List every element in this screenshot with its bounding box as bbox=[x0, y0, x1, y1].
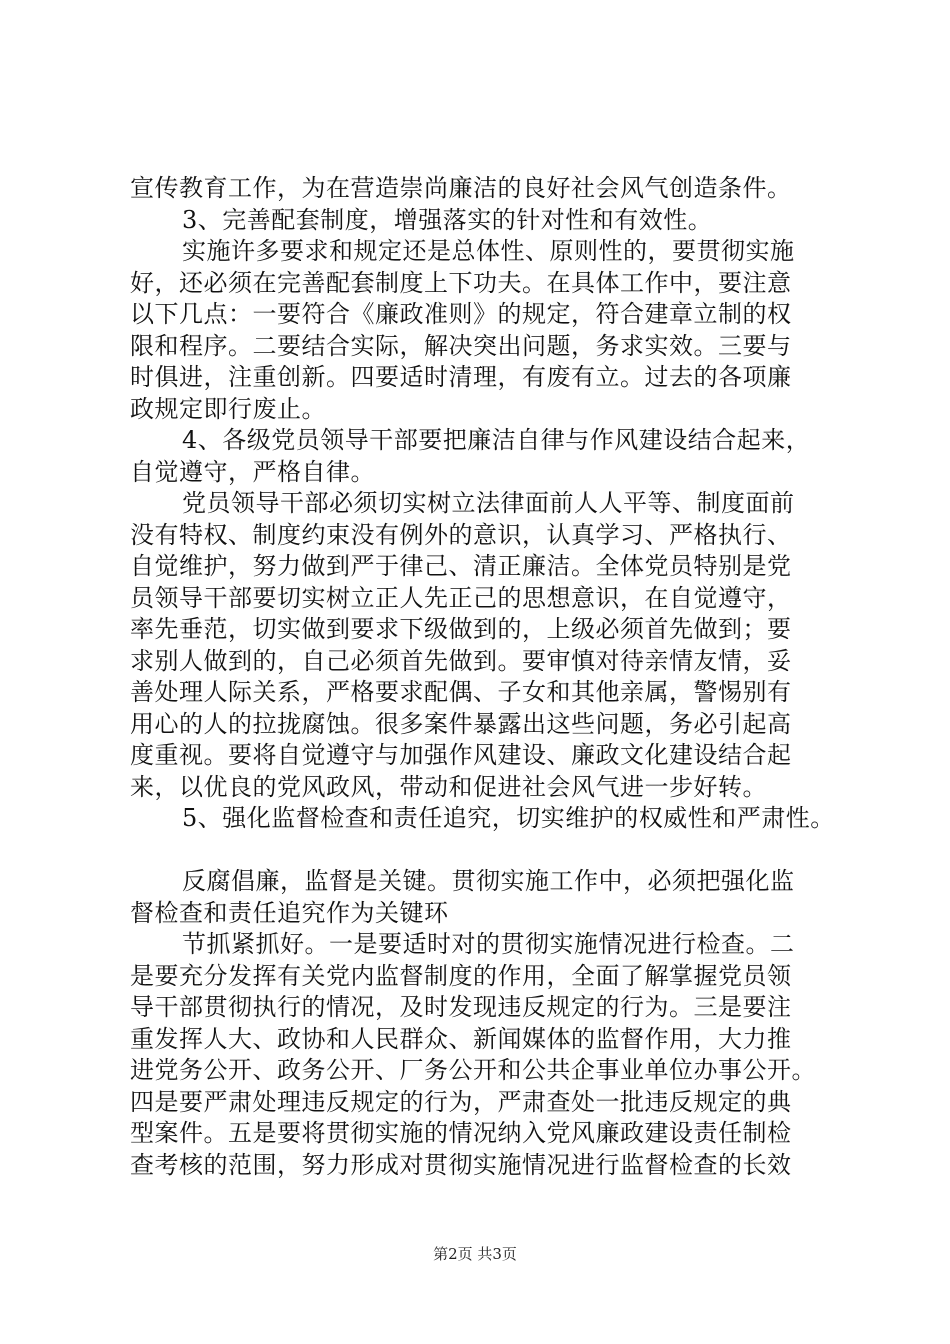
text-line: 自觉遵守，严格自律。 bbox=[130, 457, 375, 486]
text-line: 以下几点：一要符合《廉政准则》的规定，符合建章立制的权 bbox=[130, 300, 792, 328]
text-line: 善处理人际关系，严格要求配偶、子女和其他亲属，警惕别有 bbox=[130, 678, 792, 706]
text-line: 党员领导干部必须切实树立法律面前人人平等、制度面前 bbox=[182, 489, 795, 517]
text-line: 没有特权、制度约束没有例外的意识，认真学习、严格执行、 bbox=[130, 520, 792, 549]
text-line: 限和程序。二要结合实际，解决突出问题，务求实效。三要与 bbox=[130, 331, 792, 360]
text-line: 自觉维护，努力做到严于律己、清正廉洁。全体党员特别是党 bbox=[130, 552, 792, 580]
text-line: 政规定即行废止。 bbox=[130, 394, 326, 423]
text-line: 节抓紧抓好。一是要适时对的贯彻实施情况进行检查。二 bbox=[182, 930, 795, 958]
text-line: 宣传教育工作，为在营造崇尚廉洁的良好社会风气创造条件。 bbox=[130, 174, 792, 202]
text-line: 好，还必须在完善配套制度上下功夫。在具体工作中，要注意 bbox=[130, 268, 792, 297]
paragraph-gap bbox=[130, 835, 835, 867]
document-body bbox=[130, 173, 835, 1181]
text-line: 用心的人的拉拢腐蚀。很多案件暴露出这些问题，务必引起高 bbox=[130, 709, 792, 738]
text-line: 型案件。五是要将贯彻实施的情况纳入党风廉政建设责任制检 bbox=[130, 1119, 792, 1147]
page-number-footer: 第2页 共3页 bbox=[433, 1245, 517, 1263]
text-line: 度重视。要将自觉遵守与加强作风建设、廉政文化建设结合起 bbox=[130, 741, 792, 769]
text-line: 进党务公开、政务公开、厂务公开和公共企事业单位办事公开。 bbox=[130, 1056, 816, 1084]
text-line: 实施许多要求和规定还是总体性、原则性的，要贯彻实施 bbox=[182, 237, 795, 265]
text-line: 督检查和责任追究作为关键环 bbox=[130, 898, 449, 927]
text-line: 导干部贯彻执行的情况，及时发现违反规定的行为。三是要注 bbox=[130, 993, 792, 1021]
section-heading: 3、完善配套制度，增强落实的针对性和有效性。 bbox=[182, 205, 713, 234]
text-line: 时俱进，注重创新。四要适时清理，有废有立。过去的各项廉 bbox=[130, 363, 792, 391]
section-heading: 5、强化监督检查和责任追究，切实维护的权威性和严肃性。 bbox=[182, 804, 835, 832]
section-heading: 4、各级党员领导干部要把廉洁自律与作风建设结合起来， bbox=[182, 426, 811, 454]
text-line: 求别人做到的，自己必须首先做到。要审慎对待亲情友情，妥 bbox=[130, 646, 792, 675]
text-line: 率先垂范，切实做到要求下级做到的，上级必须首先做到；要 bbox=[130, 615, 792, 643]
text-line: 员领导干部要切实树立正人先正己的思想意识，在自觉遵守， bbox=[130, 583, 792, 612]
text-line: 查考核的范围，努力形成对贯彻实施情况进行监督检查的长效 bbox=[130, 1150, 792, 1179]
text-line: 反腐倡廉，监督是关键。贯彻实施工作中，必须把强化监 bbox=[182, 867, 795, 895]
text-line: 重发挥人大、政协和人民群众、新闻媒体的监督作用，大力推 bbox=[130, 1024, 792, 1053]
text-line: 四是要严肃处理违反规定的行为，严肃查处一批违反规定的典 bbox=[130, 1087, 792, 1116]
text-line: 是要充分发挥有关党内监督制度的作用，全面了解掌握党员领 bbox=[130, 961, 792, 990]
text-line: 来，以优良的党风政风，带动和促进社会风气进一步好转。 bbox=[130, 772, 767, 801]
